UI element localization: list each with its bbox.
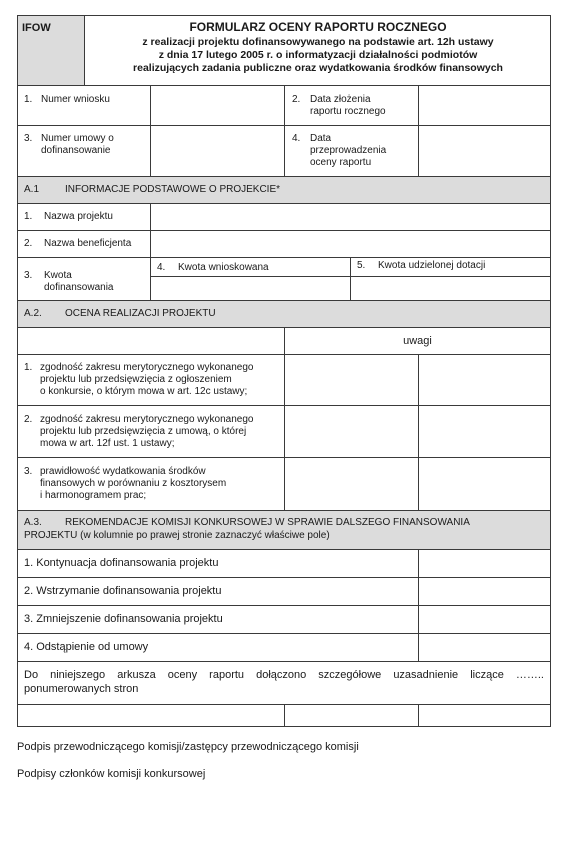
field-1-label: Numer wniosku <box>41 94 110 105</box>
requested-amount-number: 4. <box>157 262 166 273</box>
criterion-2-remarks[interactable] <box>419 406 550 457</box>
project-name-input[interactable] <box>151 204 550 230</box>
field-2-number: 2. <box>292 94 301 105</box>
criterion-2-label: zgodność zakresu merytorycznego wykonanego projektu lub przedsięwzięcia z umową, o której mowa w art. 12f ust. 1 ustawy; <box>40 414 254 449</box>
criterion-3-assessment[interactable] <box>285 458 418 510</box>
criterion-1-remarks[interactable] <box>419 355 550 405</box>
beneficiary-name-label: Nazwa beneficjenta <box>44 238 132 249</box>
section-a1-number: A.1 <box>24 184 40 195</box>
attachment-note-line-1: Do niniejszego arkusza oceny raportu dołączono szczegółowe uzasadnienie liczące …….. <box>24 669 544 681</box>
criterion-1-assessment[interactable] <box>285 355 418 405</box>
granted-amount-label: Kwota udzielonej dotacji <box>378 260 486 271</box>
project-name-label: Nazwa projektu <box>44 211 113 222</box>
field-4-number: 4. <box>292 133 301 144</box>
beneficiary-name-input[interactable] <box>151 231 550 257</box>
report-date-input[interactable] <box>419 86 550 125</box>
option-suspend-checkbox[interactable] <box>419 578 550 605</box>
form-subtitle-2: z dnia 17 lutego 2005 r. o informatyzacji działalności podmiotów <box>158 49 478 61</box>
criterion-2-number: 2. <box>24 414 33 425</box>
section-a2-title: OCENA REALIZACJI PROJEKTU <box>65 308 216 319</box>
criterion-2-assessment[interactable] <box>285 406 418 457</box>
option-suspend-label: 2. Wstrzymanie dofinansowania projektu <box>24 585 222 597</box>
bottom-cell-1[interactable] <box>18 705 284 726</box>
form-subtitle-1: z realizacji projektu dofinansowywanego na podstawie art. 12h ustawy <box>142 36 494 48</box>
attachment-note-line-2: ponumerowanych stron <box>24 683 139 695</box>
bottom-cell-3[interactable] <box>419 705 550 726</box>
requested-amount-label: Kwota wnioskowana <box>178 262 269 273</box>
project-name-number: 1. <box>24 211 33 222</box>
field-1-number: 1. <box>24 94 33 105</box>
form-subtitle-3: realizujących zadania publiczne oraz wydatkowania środków finansowych <box>133 62 503 74</box>
criterion-1-label: zgodność zakresu merytorycznego wykonanego projektu lub przedsięwzięcia z ogłoszeniem o konkursie, o którym mowa w art. 12c ustawy; <box>40 362 254 397</box>
criterion-1-number: 1. <box>24 362 33 373</box>
beneficiary-name-number: 2. <box>24 238 33 249</box>
form-title: FORMULARZ OCENY RAPORTU ROCZNEGO <box>189 20 447 34</box>
funding-amount-label: Kwota dofinansowania <box>44 270 114 293</box>
granted-amount-input[interactable] <box>351 277 550 300</box>
agreement-number-input[interactable] <box>151 126 284 176</box>
remarks-column-header: uwagi <box>403 335 432 347</box>
section-a1-title: INFORMACJE PODSTAWOWE O PROJEKCIE* <box>65 184 281 195</box>
field-3-label: Numer umowy o dofinansowanie <box>41 133 114 156</box>
assessment-date-input[interactable] <box>419 126 550 176</box>
section-a3-number: A.3. <box>24 517 42 528</box>
field-2-label: Data złożenia raportu rocznego <box>310 94 386 117</box>
funding-amount-number: 3. <box>24 270 33 281</box>
option-withdraw-label: 4. Odstąpienie od umowy <box>24 641 149 653</box>
field-3-number: 3. <box>24 133 33 144</box>
criterion-3-number: 3. <box>24 466 33 477</box>
option-reduce-checkbox[interactable] <box>419 606 550 633</box>
bottom-cell-2[interactable] <box>285 705 418 726</box>
requested-amount-input[interactable] <box>151 277 350 300</box>
application-number-input[interactable] <box>151 86 284 125</box>
section-a2-number: A.2. <box>24 308 42 319</box>
form-code: IFOW <box>22 22 51 34</box>
option-reduce-label: 3. Zmniejszenie dofinansowania projektu <box>24 613 223 625</box>
option-continue-label: 1. Kontynuacja dofinansowania projektu <box>24 557 219 569</box>
criterion-3-label: prawidłowość wydatkowania środków finansowych w porównaniu z kosztorysem i harmonogramem prac; <box>40 466 227 501</box>
option-continue-checkbox[interactable] <box>419 550 550 577</box>
section-a3-title: REKOMENDACJE KOMISJI KONKURSOWEJ W SPRAWIE DALSZEGO FINANSOWANIA <box>65 517 470 528</box>
chair-signature-label: Podpis przewodniczącego komisji/zastępcy przewodniczącego komisji <box>17 741 359 753</box>
members-signature-label: Podpisy członków komisji konkursowej <box>17 768 206 780</box>
section-a3-title-continued: PROJEKTU (w kolumnie po prawej stronie zaznaczyć właściwe pole) <box>24 530 330 541</box>
granted-amount-number: 5. <box>357 260 366 271</box>
field-4-label: Data przeprowadzenia oceny raportu <box>310 133 387 168</box>
option-withdraw-checkbox[interactable] <box>419 634 550 661</box>
criterion-3-remarks[interactable] <box>419 458 550 510</box>
